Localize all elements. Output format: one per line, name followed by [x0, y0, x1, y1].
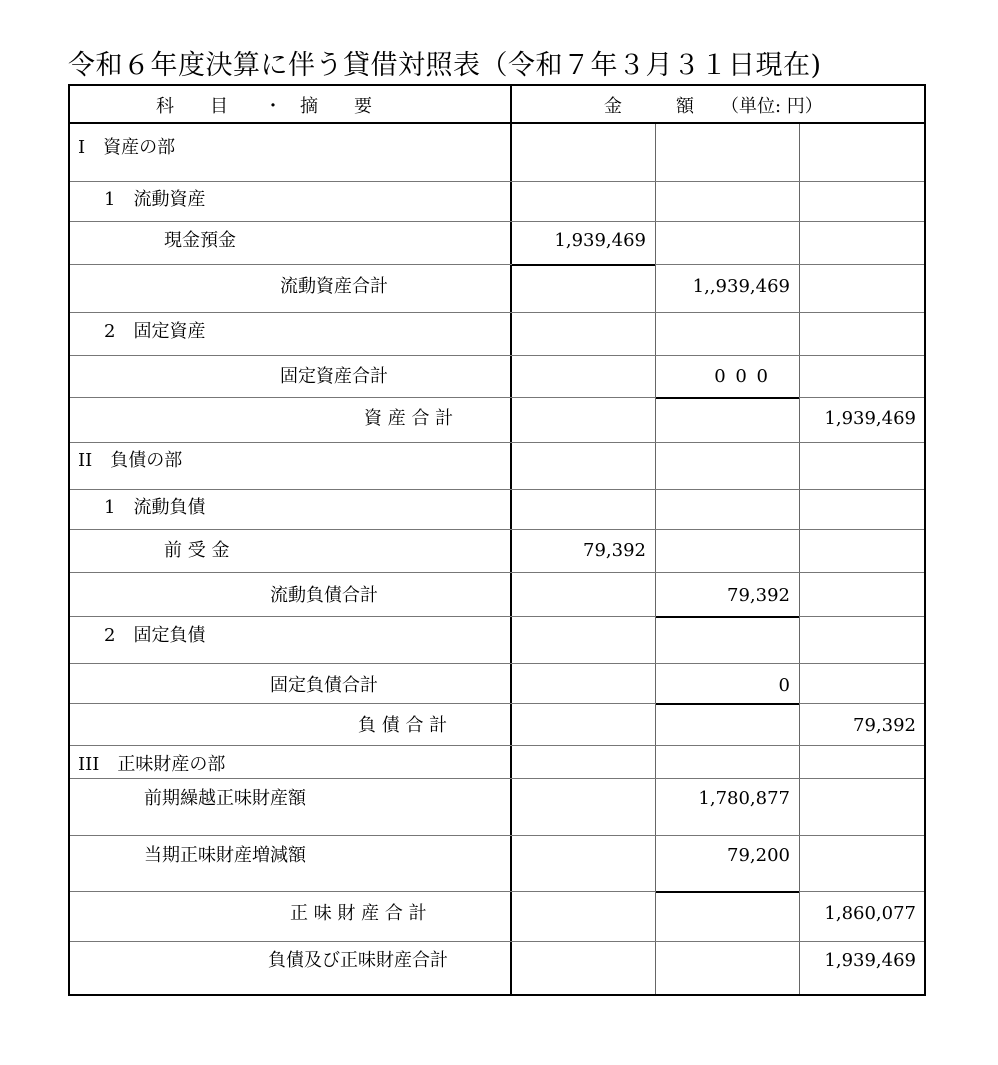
- balance-sheet-table: [68, 84, 926, 996]
- amount-assets-total: 1,939,469: [824, 408, 916, 429]
- row-label-liabilities-section: II 負債の部: [78, 450, 183, 471]
- row-line: [70, 312, 924, 313]
- page-title: 令和６年度決算に伴う貸借対照表（令和７年３月３１日現在): [68, 50, 822, 81]
- amount-current-assets-total: 1,,939,469: [692, 276, 790, 297]
- row-line: [70, 221, 924, 222]
- row-label-fixed-liabilities-total: 固定負債合計: [270, 675, 378, 696]
- amount-net-assets-total: 1,860,077: [824, 903, 916, 924]
- row-label-cash-deposits: 現金預金: [164, 230, 236, 251]
- row-line: [70, 489, 924, 490]
- row-line: [70, 355, 924, 356]
- header-item-column: 科 目 ・ 摘 要: [156, 96, 372, 117]
- row-line: [70, 778, 924, 779]
- amount-current-liabilities-total: 79,392: [727, 585, 790, 606]
- row-line: [70, 941, 924, 942]
- row-line: [70, 835, 924, 836]
- row-line: [70, 264, 924, 265]
- subtotal-underline: [656, 397, 799, 399]
- row-line: [70, 663, 924, 664]
- row-line: [70, 529, 924, 530]
- row-label-current-liabilities: 1 流動負債: [104, 497, 206, 518]
- subtotal-underline: [512, 264, 655, 266]
- subtotal-underline: [656, 703, 799, 705]
- row-label-current-assets: 1 流動資産: [104, 189, 206, 210]
- row-label-liabilities-and-net-assets-total: 負債及び正味財産合計: [268, 950, 448, 971]
- row-label-net-assets-change: 当期正味財産増減額: [144, 845, 306, 866]
- row-line: [70, 442, 924, 443]
- header-amount-column: 金 額 （単位: 円）: [604, 96, 823, 117]
- row-label-net-assets-carried-forward: 前期繰越正味財産額: [144, 788, 306, 809]
- row-label-net-assets-total: 正 味 財 産 合 計: [290, 903, 427, 924]
- row-label-current-liabilities-total: 流動負債合計: [270, 585, 378, 606]
- row-label-fixed-liabilities: 2 固定負債: [104, 625, 206, 646]
- row-label-advance-received: 前 受 金: [164, 540, 230, 561]
- amount-cash-deposits: 1,939,469: [554, 230, 646, 251]
- subtotal-underline: [656, 891, 799, 893]
- row-label-liabilities-total: 負 債 合 計: [358, 715, 448, 736]
- amount-advance-received: 79,392: [583, 540, 646, 561]
- row-line: [70, 745, 924, 746]
- row-label-fixed-assets: 2 固定資産: [104, 321, 206, 342]
- header-bottom-border: [68, 122, 926, 124]
- row-line: [70, 181, 924, 182]
- row-label-net-assets-section: III 正味財産の部: [78, 754, 226, 775]
- row-label-assets-section: I 資産の部: [78, 137, 176, 158]
- amount-col-divider-2: [799, 124, 800, 994]
- amount-liabilities-and-net-assets-total: 1,939,469: [824, 950, 916, 971]
- amount-col-divider-1: [655, 124, 656, 994]
- amount-net-assets-change: 79,200: [727, 845, 790, 866]
- amount-net-assets-carried-forward: 1,780,877: [698, 788, 790, 809]
- subtotal-underline: [656, 616, 799, 618]
- amount-fixed-assets-total: 0 0 0: [714, 366, 770, 387]
- row-label-fixed-assets-total: 固定資産合計: [280, 366, 388, 387]
- row-label-assets-total: 資 産 合 計: [364, 408, 454, 429]
- row-label-current-assets-total: 流動資産合計: [280, 276, 388, 297]
- row-line: [70, 572, 924, 573]
- amount-fixed-liabilities-total: 0: [778, 675, 790, 696]
- amount-liabilities-total: 79,392: [853, 715, 916, 736]
